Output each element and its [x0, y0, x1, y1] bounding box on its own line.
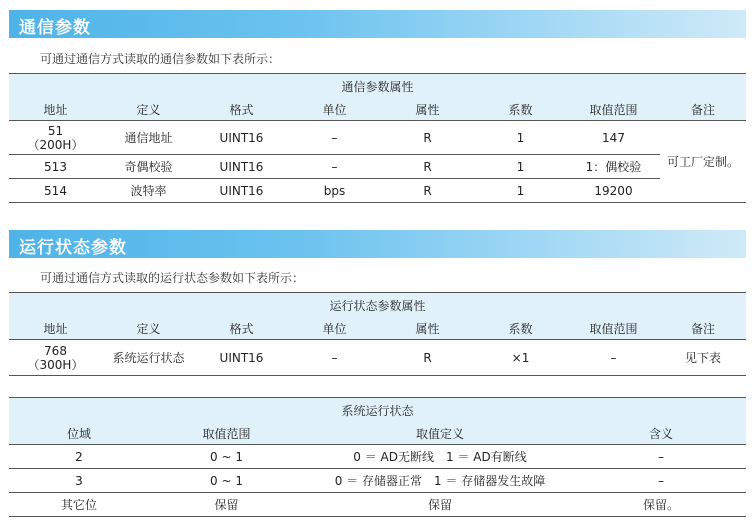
range-cell: –: [567, 340, 660, 376]
column-header: 取值范围: [567, 318, 660, 340]
column-header: 含义: [576, 423, 746, 445]
column-header: 取值范围: [149, 423, 304, 445]
coefficient-cell: 1: [474, 121, 567, 155]
column-header: 定义: [102, 99, 195, 121]
table-title: 运行状态参数属性: [9, 293, 746, 318]
unit-cell: –: [288, 340, 381, 376]
address-cell: 514: [9, 179, 102, 203]
definition-cell: 保留: [304, 493, 576, 517]
table-title: 系统运行状态: [9, 398, 746, 423]
attribute-cell: R: [381, 179, 474, 203]
note-cell: 可工厂定制。: [660, 121, 746, 203]
table-title: 通信参数属性: [9, 74, 746, 99]
table-row: [9, 469, 746, 493]
section-intro: 可通过通信方式读取的运行状态参数如下表所示：: [40, 271, 305, 285]
format-cell: UINT16: [195, 179, 288, 203]
range-cell: 1：偶校验: [567, 155, 660, 179]
definition-cell: 奇偶校验: [102, 155, 195, 179]
section-title: 通信参数: [19, 18, 91, 38]
format-cell: UINT16: [195, 340, 288, 376]
meaning-cell: 保留。: [576, 493, 746, 517]
column-header: 位域: [9, 423, 149, 445]
format-cell: UINT16: [195, 155, 288, 179]
table-row: [9, 493, 746, 517]
address-cell: 513: [9, 155, 102, 179]
column-header: 取值范围: [567, 99, 660, 121]
coefficient-cell: 1: [474, 179, 567, 203]
meaning-cell: –: [576, 445, 746, 469]
definition-cell: 波特率: [102, 179, 195, 203]
unit-cell: –: [288, 121, 381, 155]
column-header: 格式: [195, 99, 288, 121]
section-title: 运行状态参数: [19, 238, 127, 258]
attribute-cell: R: [381, 155, 474, 179]
range-cell: 147: [567, 121, 660, 155]
coefficient-cell: ×1: [474, 340, 567, 376]
column-header: 取值定义: [304, 423, 576, 445]
unit-cell: bps: [288, 179, 381, 203]
bit-cell: 2: [9, 445, 149, 469]
section-intro: 可通过通信方式读取的通信参数如下表所示：: [40, 52, 281, 66]
range-cell: 19200: [567, 179, 660, 203]
system-status-table: [9, 397, 746, 517]
table-row: [9, 155, 746, 179]
attribute-cell: R: [381, 121, 474, 155]
range-cell: 0 ~ 1: [149, 469, 304, 493]
range-cell: 保留: [149, 493, 304, 517]
range-cell: 0 ~ 1: [149, 445, 304, 469]
address-cell: [9, 121, 102, 155]
column-header: 属性: [381, 99, 474, 121]
column-header: 系数: [474, 99, 567, 121]
running-params-table: [9, 292, 746, 376]
table-row: [9, 445, 746, 469]
definition-cell: 通信地址: [102, 121, 195, 155]
column-header: 定义: [102, 318, 195, 340]
address-decimal: 768: [44, 343, 67, 358]
column-header: 属性: [381, 318, 474, 340]
table-row: [9, 340, 746, 376]
column-header: 系数: [474, 318, 567, 340]
section-banner-communication: [9, 10, 746, 38]
bit-cell: 其它位: [9, 493, 149, 517]
address-hex: （300H）: [27, 357, 84, 372]
address-cell: [9, 340, 102, 376]
column-header: 备注: [660, 99, 746, 121]
address-decimal: 51: [47, 123, 64, 138]
column-header: 备注: [660, 318, 746, 340]
section-banner-running-status: [9, 230, 746, 258]
coefficient-cell: 1: [474, 155, 567, 179]
column-header: 单位: [288, 99, 381, 121]
attribute-cell: R: [381, 340, 474, 376]
column-header: 地址: [9, 318, 102, 340]
unit-cell: –: [288, 155, 381, 179]
column-header: 单位: [288, 318, 381, 340]
definition-cell: 0 ＝ AD无断线 1 ＝ AD有断线: [304, 445, 576, 469]
note-cell: 见下表: [660, 340, 746, 376]
table-row: [9, 121, 746, 155]
comm-params-table: [9, 73, 746, 203]
bit-cell: 3: [9, 469, 149, 493]
column-header: 格式: [195, 318, 288, 340]
format-cell: UINT16: [195, 121, 288, 155]
meaning-cell: –: [576, 469, 746, 493]
definition-cell: 0 ＝ 存储器正常 1 ＝ 存储器发生故障: [304, 469, 576, 493]
table-row: [9, 179, 746, 203]
address-hex: （200H）: [27, 137, 84, 152]
definition-cell: 系统运行状态: [102, 340, 195, 376]
column-header: 地址: [9, 99, 102, 121]
